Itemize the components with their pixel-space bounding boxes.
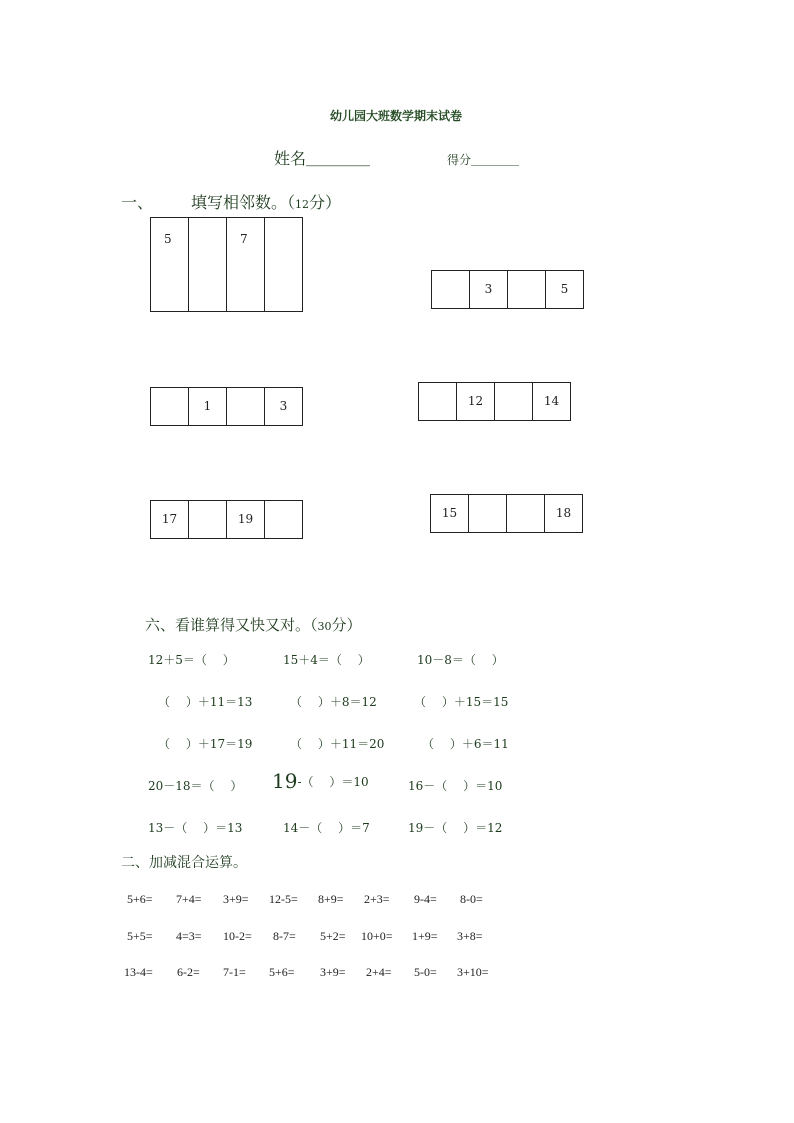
equation[interactable]: （ ）＋11＝20 bbox=[290, 737, 385, 751]
calc-item[interactable]: 5-0= bbox=[414, 965, 437, 979]
calc-item[interactable]: 1+9= bbox=[412, 929, 438, 943]
section6-end: 分） bbox=[331, 616, 362, 634]
number-box-group-1 bbox=[150, 217, 303, 312]
calc-item[interactable]: 5+5= bbox=[127, 929, 153, 943]
calc-item[interactable]: 12-5= bbox=[269, 892, 298, 906]
calc-item[interactable]: 2+4= bbox=[366, 965, 392, 979]
number-box-group-5 bbox=[150, 500, 303, 539]
number-box[interactable] bbox=[507, 494, 545, 533]
calc-item[interactable]: 4=3= bbox=[176, 929, 202, 943]
number-box[interactable] bbox=[189, 217, 227, 312]
number-box[interactable]: 14 bbox=[533, 382, 571, 421]
equation[interactable]: 12＋5＝（ ） bbox=[148, 653, 235, 667]
number-box[interactable] bbox=[227, 387, 265, 426]
equation[interactable]: 19－（ ）＝12 bbox=[408, 821, 503, 835]
equation[interactable]: （ ）＋8＝12 bbox=[290, 695, 377, 709]
number-box-group-2 bbox=[431, 270, 584, 309]
section1-text: 填写相邻数。（ bbox=[191, 193, 296, 212]
number-box[interactable]: 1 bbox=[189, 387, 227, 426]
section1-number: 一、 bbox=[121, 193, 154, 212]
section6-text: 六、看谁算得又快又对。（ bbox=[145, 616, 318, 634]
score-field[interactable]: 得分＿＿＿＿ bbox=[447, 153, 520, 167]
equation[interactable]: 14－（ ）＝7 bbox=[283, 821, 370, 835]
equation[interactable]: （ ）＋6＝11 bbox=[422, 737, 509, 751]
number-box[interactable]: 17 bbox=[151, 500, 189, 539]
number-box[interactable]: 18 bbox=[545, 494, 583, 533]
calc-item[interactable]: 8-0= bbox=[460, 892, 483, 906]
number-box[interactable] bbox=[189, 500, 227, 539]
equation[interactable]: 20－18＝（ ） bbox=[148, 779, 243, 793]
calc-item[interactable]: 13-4= bbox=[124, 965, 153, 979]
calc-item[interactable]: 3+9= bbox=[320, 965, 346, 979]
number-box[interactable]: 5 bbox=[151, 217, 189, 312]
calc-item[interactable]: 5+2= bbox=[320, 929, 346, 943]
calc-item[interactable]: 2+3= bbox=[364, 892, 390, 906]
number-box-group-4 bbox=[418, 382, 571, 421]
equation[interactable]: （ ）＋17＝19 bbox=[158, 737, 253, 751]
number-box[interactable]: 12 bbox=[457, 382, 495, 421]
section1-end: 分） bbox=[309, 193, 342, 212]
calc-item[interactable]: 9-4= bbox=[414, 892, 437, 906]
number-box[interactable] bbox=[495, 382, 533, 421]
calc-item[interactable]: 3+9= bbox=[223, 892, 249, 906]
calc-item[interactable]: 3+10= bbox=[457, 965, 489, 979]
number-box-group-6 bbox=[430, 494, 583, 533]
calc-item[interactable]: 5+6= bbox=[127, 892, 153, 906]
number-box-group-3 bbox=[150, 387, 303, 426]
calc-item[interactable]: 10-2= bbox=[223, 929, 252, 943]
equation[interactable]: 13－（ ）＝13 bbox=[148, 821, 243, 835]
number-box[interactable] bbox=[432, 270, 470, 309]
number-box[interactable]: 7 bbox=[227, 217, 265, 312]
number-box[interactable] bbox=[469, 494, 507, 533]
calc-item[interactable]: 7-1= bbox=[223, 965, 246, 979]
number-box[interactable]: 15 bbox=[431, 494, 469, 533]
number-box[interactable] bbox=[419, 382, 457, 421]
section6-heading bbox=[145, 614, 362, 635]
number-box[interactable]: 5 bbox=[546, 270, 584, 309]
calc-item[interactable]: 8+9= bbox=[318, 892, 344, 906]
number-box[interactable] bbox=[265, 500, 303, 539]
equation[interactable]: 16－（ ）＝10 bbox=[408, 779, 503, 793]
number-box[interactable]: 3 bbox=[470, 270, 508, 309]
calc-item[interactable]: 6-2= bbox=[177, 965, 200, 979]
equation[interactable]: 15＋4＝（ ） bbox=[283, 653, 370, 667]
equation[interactable]: 10－8＝（ ） bbox=[417, 653, 504, 667]
name-field[interactable]: 姓名＿＿＿＿ bbox=[274, 149, 371, 168]
number-box[interactable]: 19 bbox=[227, 500, 265, 539]
calc-item[interactable]: 7+4= bbox=[176, 892, 202, 906]
calc-item[interactable]: 10+0= bbox=[361, 929, 393, 943]
number-box[interactable]: 3 bbox=[265, 387, 303, 426]
number-box[interactable] bbox=[151, 387, 189, 426]
equation-rest: -（ ）＝10 bbox=[297, 775, 369, 789]
equation-large-number: 19 bbox=[272, 769, 298, 793]
calc-item[interactable]: 5+6= bbox=[269, 965, 295, 979]
equation[interactable]: （ ）＋11＝13 bbox=[158, 695, 253, 709]
section1-points: 12 bbox=[295, 198, 310, 211]
number-box[interactable] bbox=[508, 270, 546, 309]
equation[interactable] bbox=[272, 769, 369, 793]
equation[interactable]: （ ）＋15＝15 bbox=[414, 695, 509, 709]
page-title: 幼儿园大班数学期末试卷 bbox=[330, 109, 463, 123]
section2-heading: 二、加减混合运算。 bbox=[121, 855, 247, 871]
calc-item[interactable]: 8-7= bbox=[273, 929, 296, 943]
section1-heading bbox=[121, 190, 341, 213]
number-box[interactable] bbox=[265, 217, 303, 312]
section6-points: 30 bbox=[317, 620, 332, 633]
calc-item[interactable]: 3+8= bbox=[457, 929, 483, 943]
